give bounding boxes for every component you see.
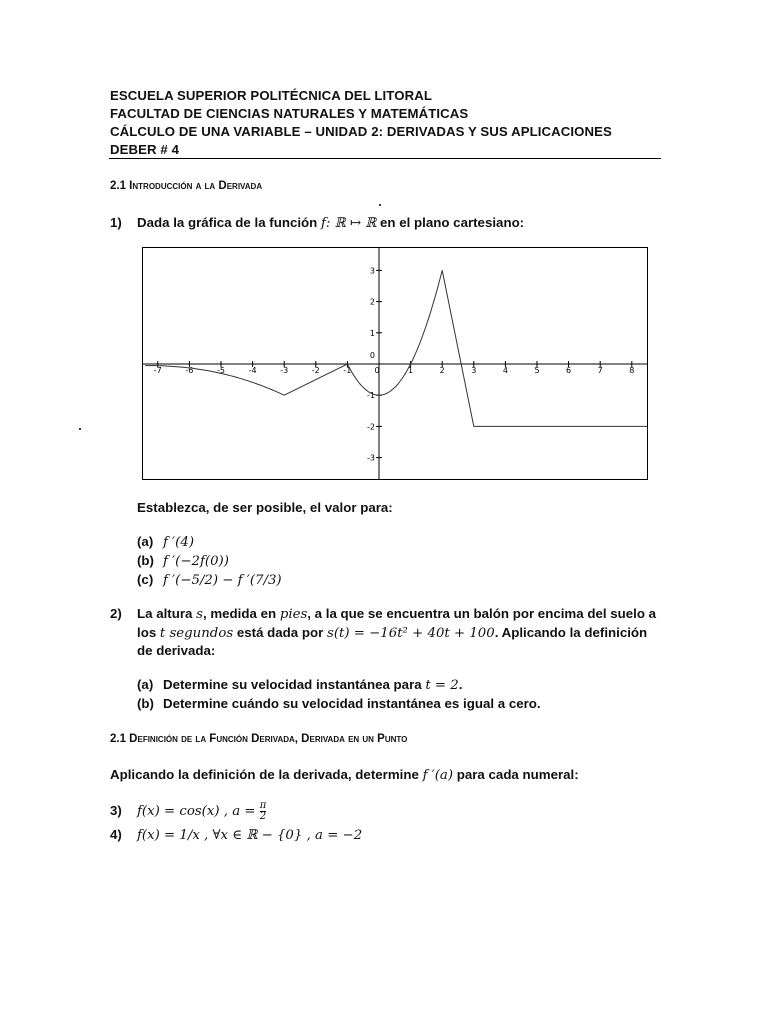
x-tick-label: -5 (217, 366, 225, 375)
stray-dot (379, 204, 381, 206)
y-tick-label: 1 (369, 328, 375, 338)
x-tick-label: -1 (343, 366, 352, 375)
x-tick-label: 2 (439, 366, 445, 375)
y-tick-label: -3 (367, 453, 375, 463)
header-course: CÁLCULO DE UNA VARIABLE – UNIDAD 2: DERIVADAS Y SUS APLICACIONES (110, 124, 612, 139)
x-tick-label: 5 (534, 366, 540, 375)
x-tick-label: -3 (280, 366, 289, 375)
question-2-line1: La altura s, medida en pies, a la que se encuentra un balón por encima del suelo a (137, 606, 657, 622)
y-tick-label: -1 (367, 391, 375, 401)
section-title-derivative: 2.1 Definición de la Función Derivada, Derivada en un Punto (110, 733, 408, 745)
y-tick-label: -2 (367, 422, 375, 432)
question-1-instruction: Establezca, de ser posible, el valor para: (137, 500, 393, 515)
header-faculty: FACULTAD DE CIENCIAS NATURALES Y MATEMÁTICAS (110, 106, 469, 121)
header-institution: ESCUELA SUPERIOR POLITÉCNICA DEL LITORAL (110, 88, 432, 103)
x-tick-label: -7 (153, 366, 162, 375)
function-graph (142, 247, 648, 480)
y-tick-label: 0 (369, 351, 375, 360)
x-tick-label: -4 (248, 366, 257, 375)
x-tick-label: 7 (597, 366, 603, 375)
x-tick-label: 4 (502, 366, 508, 375)
x-tick-label: 3 (471, 366, 477, 375)
question-number: 3) (110, 803, 122, 818)
item-1b: (b) f ′(−2f(0)) (137, 553, 229, 569)
question-4-expr: f(x) = 1/x , ∀x ∈ ℝ − {0} , a = −2 (137, 828, 363, 843)
stray-dot (79, 428, 81, 430)
x-tick-label: 1 (408, 366, 414, 375)
x-tick-label: -6 (185, 366, 194, 375)
item-1a: (a) f ′(4) (137, 534, 195, 550)
question-1-text: Dada la gráfica de la función f: ℝ ↦ ℝ en el plano cartesiano: (137, 215, 525, 231)
fraction-pi-over-2: $\frac{\pi}{2}$ (259, 800, 267, 822)
header-rule (109, 158, 661, 159)
question-2-line3: de derivada: (137, 643, 216, 658)
x-tick-label: 6 (566, 366, 572, 375)
item-1c: (c) f ′(−5/2) − f ′(7/3) (137, 572, 282, 588)
y-tick-label: 3 (369, 266, 375, 276)
question-number: 1) (110, 215, 122, 230)
question-3-expr: f(x) = cos(x) , a = $\frac{\pi}{2}$ (137, 800, 267, 822)
section-title-intro: 2.1 Introducción a la Derivada (110, 180, 263, 192)
x-tick-label: -2 (311, 366, 320, 375)
x-tick-label: 0 (374, 366, 380, 375)
item-2a: (a) Determine su velocidad instantánea para t = 2. (137, 677, 463, 693)
question-2-line2: los t segundos está dada por s(t) = −16t² + 40t + 100. Aplicando la definición (137, 625, 648, 641)
y-tick-label: 2 (369, 297, 375, 307)
question-number: 2) (110, 606, 122, 621)
intro-text: Aplicando la definición de la derivada, determine f ′(a) para cada numeral: (110, 767, 579, 783)
x-tick-label: 8 (629, 366, 635, 375)
item-2b: (b) Determine cuándo su velocidad instantánea es igual a cero. (137, 696, 541, 711)
question-number: 4) (110, 827, 122, 842)
header-homework: DEBER # 4 (110, 142, 180, 157)
